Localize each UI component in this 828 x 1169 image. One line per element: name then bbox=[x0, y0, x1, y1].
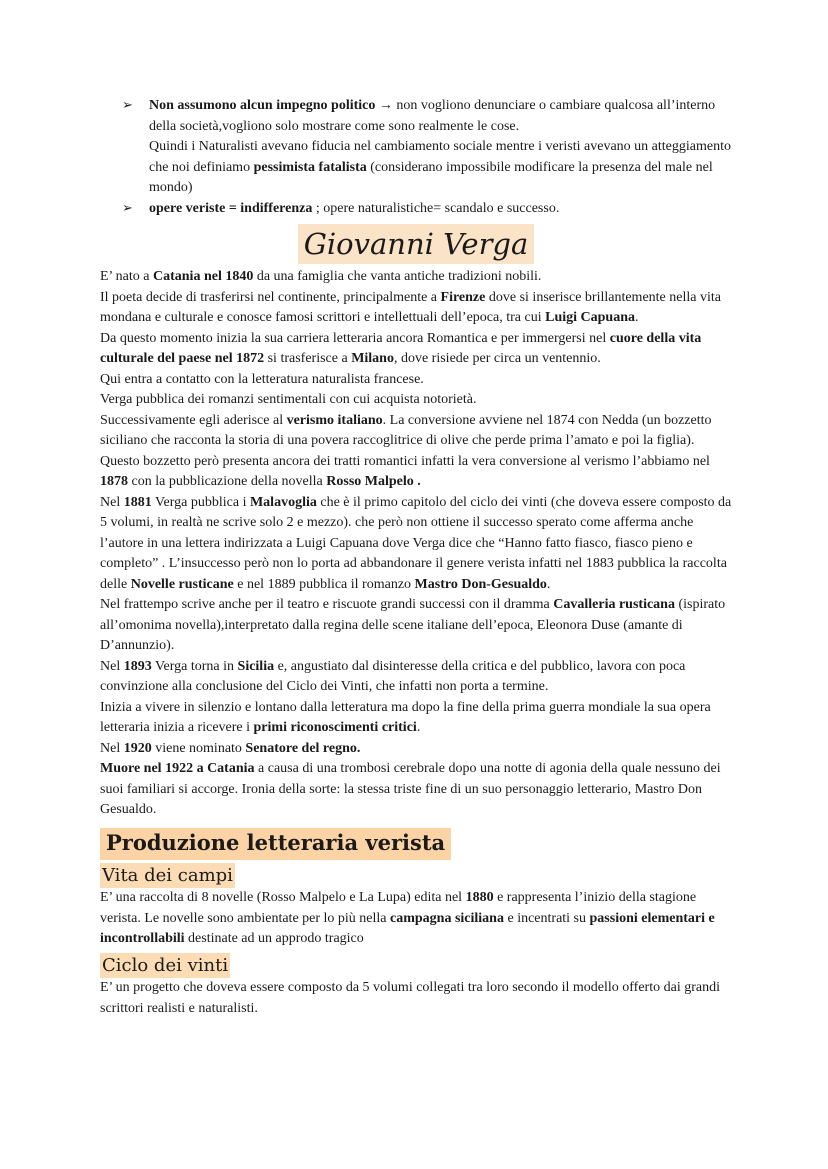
bold-text: opere veriste = indifferenza bbox=[149, 200, 313, 216]
text: da una famiglia che vanta antiche tradizioni nobili. bbox=[253, 269, 542, 284]
paragraph bbox=[100, 595, 732, 657]
text: e, angustiato dal disinteresse della critica e del pubblico, lavora con poca convinzione alla conclusione del Ciclo dei Vinti, che infatti non porta a termine. bbox=[100, 658, 686, 694]
bullet-item-indifference bbox=[122, 199, 732, 220]
bold-text: Mastro Don-Gesualdo bbox=[414, 576, 547, 592]
section-heading: Produzione letteraria verista bbox=[100, 828, 451, 860]
subheading-container bbox=[100, 863, 732, 889]
text: . bbox=[546, 576, 551, 592]
text: Successivamente egli aderisce al bbox=[100, 412, 287, 428]
text: Verga torna in bbox=[151, 658, 238, 674]
text: Nel bbox=[100, 658, 124, 674]
bold-text: 1878 bbox=[100, 474, 128, 489]
paragraph bbox=[100, 493, 732, 596]
bold-text: Rosso Malpelo . bbox=[326, 474, 421, 489]
text: Il poeta decide di trasferirsi nel continente, principalmente a bbox=[100, 289, 441, 305]
bold-text: Malavoglia bbox=[249, 494, 317, 510]
text: Verga pubblica i bbox=[151, 494, 250, 510]
paragraph-ciclo-dei-vinti: E’ un progetto che doveva essere composto da 5 volumi collegati tra loro secondo il modello offerto dai grandi scrittori realisti e naturalisti. bbox=[100, 980, 720, 1016]
text: viene nominato bbox=[151, 740, 246, 756]
paragraph bbox=[100, 739, 732, 760]
bold-text: 1920 bbox=[123, 740, 152, 756]
text: che è il primo capitolo del ciclo dei vinti (che doveva essere composto da 5 volumi, in realtà ne scrive solo 2 e mezzo). che però non ottiene il successo sperato come afferma anche l’autore in una lettera indirizzata a Luigi Capuana dove Verga dice che “Hanno fatto fiasco, fiasco pieno e completo” . L’insuccesso però non lo porta ad abbandonare il genere verista infatti nel 1883 pubblica la raccolta delle bbox=[100, 494, 732, 592]
bold-text: Senatore del regno. bbox=[245, 740, 361, 756]
text: a causa di una trombosi cerebrale dopo una notte di agonia della quale nessuno dei suoi familiari si accorge. Ironia della sorte: la stessa triste fine di un suo personaggio letterario, Mastro Don Gesualdo. bbox=[100, 761, 721, 817]
text: e nel 1889 pubblica il romanzo bbox=[233, 576, 415, 592]
title-container bbox=[100, 224, 732, 264]
arrowhead-bullet-icon: ➢ bbox=[122, 200, 133, 216]
bold-text: Milano bbox=[351, 351, 394, 366]
text: Da questo momento inizia la sua carriera letteraria ancora Romantica e per immergersi nel bbox=[100, 330, 610, 346]
bullet-text: → non vogliono denunciare o cambiare qualcosa all’interno della società,vogliono solo mostrare come sono realmente le cose. bbox=[149, 98, 716, 134]
bold-text: Muore nel 1922 a Catania bbox=[100, 761, 255, 776]
text: . bbox=[416, 720, 421, 735]
bold-text: Non assumono alcun impegno politico bbox=[149, 98, 376, 113]
biography bbox=[100, 267, 732, 821]
text: con la pubblicazione della novella bbox=[128, 474, 327, 489]
bold-text: passioni elementari e incontrollabili bbox=[100, 910, 715, 946]
arrowhead-bullet-icon: ➢ bbox=[122, 98, 133, 113]
paragraph-vita-dei-campi bbox=[100, 888, 732, 950]
paragraph bbox=[100, 759, 732, 821]
bold-text: cuore della vita culturale del paese nel 1872 bbox=[100, 330, 702, 366]
bold-text: Cavalleria rusticana bbox=[553, 597, 675, 612]
section-heading-container bbox=[100, 828, 732, 860]
paragraph bbox=[100, 288, 732, 329]
text: e rappresenta l’inizio della stagione verista. Le novelle sono ambientate per lo più nella bbox=[100, 890, 697, 926]
bold-text: Catania nel 1840 bbox=[153, 269, 254, 284]
bold-text: Sicilia bbox=[237, 658, 275, 674]
bold-text: 1881 bbox=[123, 494, 152, 510]
text: Nel bbox=[100, 494, 124, 510]
text: (ispirato all’omonima novella),interpretato dalla regina delle scene italiane dell’epoca, Eleonora Duse (amante di D’annunzio). bbox=[100, 597, 726, 653]
paragraph bbox=[100, 657, 732, 698]
text: dove si inserisce brillantemente nella vita mondana e culturale e conosce famosi scrittori e intellettuali dell’epoca, tra cui bbox=[100, 289, 721, 325]
text: . bbox=[634, 310, 639, 325]
text: . La conversione avviene nel 1874 con Nedda (un bozzetto siciliano che racconta la storia di una povera raccoglitrice di olive che perde prima l’amato e poi la figlia). Questo bozzetto però presenta ancora dei tratti romantici infatti la vera conversione al verismo l’abbiamo nel bbox=[100, 412, 712, 469]
text: Nel bbox=[100, 740, 124, 756]
bold-text: campagna siciliana bbox=[390, 910, 504, 926]
text: e incentrati su bbox=[503, 910, 590, 926]
paragraph bbox=[100, 329, 732, 370]
paragraph: Verga pubblica dei romanzi sentimentali con cui acquista notorietà. bbox=[100, 392, 477, 407]
subheading-container bbox=[100, 953, 732, 979]
text: Inizia a vivere in silenzio e lontano dalla letteratura ma dopo la fine della prima guerra mondiale la sua opera letteraria inizia a ricevere i bbox=[100, 699, 711, 735]
bold-text: pessimista fatalista bbox=[253, 159, 367, 175]
bold-text: Firenze bbox=[440, 289, 486, 305]
bullet-text: ; opere naturalistiche= scandalo e successo. bbox=[312, 200, 560, 216]
bullet-text: (considerano impossibile modificare la presenza del male nel mondo) bbox=[149, 159, 713, 195]
text: E’ una raccolta di 8 novelle (Rosso Malpelo e La Lupa) edita nel bbox=[100, 890, 466, 905]
bold-text: 1893 bbox=[123, 658, 152, 674]
bold-text: verismo italiano bbox=[286, 412, 383, 428]
text: destinate ad un approdo tragico bbox=[184, 931, 364, 946]
page-title: Giovanni Verga bbox=[298, 224, 535, 264]
text: E’ nato a bbox=[100, 269, 153, 284]
subheading-vita-dei-campi: Vita dei campi bbox=[102, 864, 233, 886]
paragraph: Qui entra a contatto con la letteratura naturalista francese. bbox=[100, 371, 424, 387]
bullet-item-political bbox=[122, 96, 732, 199]
bold-text: Novelle rusticane bbox=[130, 576, 234, 592]
text: Nel frattempo scrive anche per il teatro e riscuote grandi successi con il dramma bbox=[100, 597, 554, 612]
paragraph bbox=[100, 267, 732, 288]
text: , dove risiede per circa un ventennio. bbox=[393, 351, 601, 366]
bullet-text: Quindi i Naturalisti avevano fiducia nel cambiamento sociale mentre i veristi avevano un atteggiamento che noi definiamo bbox=[149, 139, 731, 175]
bold-text: Luigi Capuana bbox=[545, 310, 635, 325]
text: si trasferisce a bbox=[264, 351, 352, 366]
subheading-ciclo-dei-vinti: Ciclo dei vinti bbox=[102, 954, 229, 976]
bold-text: primi riconoscimenti critici bbox=[253, 720, 417, 735]
paragraph bbox=[100, 411, 732, 493]
paragraph bbox=[100, 698, 732, 739]
bold-text: 1880 bbox=[465, 890, 494, 905]
bullet-list bbox=[122, 96, 732, 219]
